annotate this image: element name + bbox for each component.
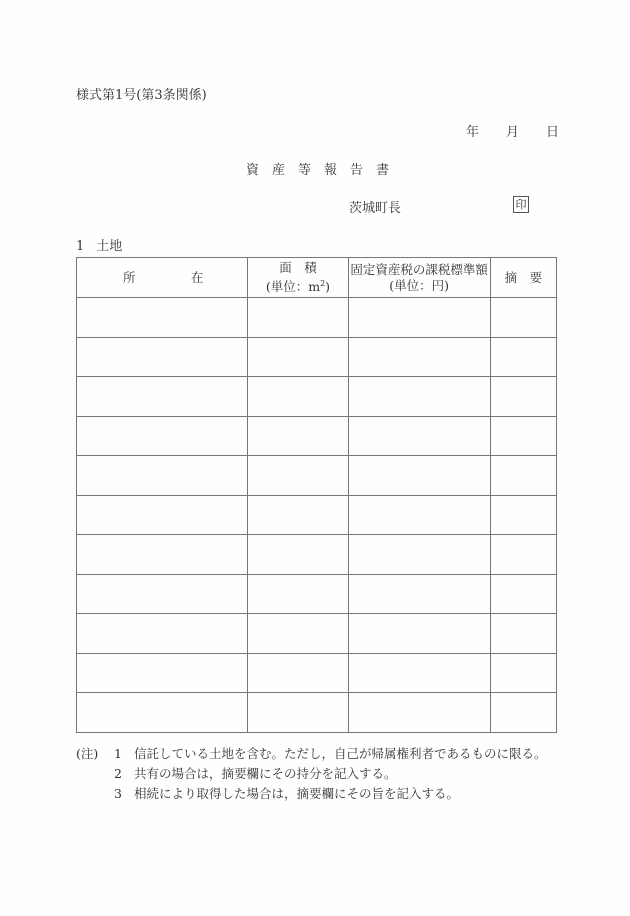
cell-location[interactable] xyxy=(77,416,248,456)
table-row xyxy=(77,574,557,614)
date-day: 日 xyxy=(546,125,560,140)
cell-area[interactable] xyxy=(248,614,348,654)
table-row xyxy=(77,693,557,733)
cell-location[interactable] xyxy=(77,377,248,417)
cell-tax-base[interactable] xyxy=(348,416,490,456)
cell-tax-base[interactable] xyxy=(348,574,490,614)
note-item: 2 共有の場合は，摘要欄にその持分を記入する。 xyxy=(114,766,397,781)
cell-location[interactable] xyxy=(77,337,248,377)
table-row xyxy=(77,337,557,377)
addressee: 茨城町長 xyxy=(349,201,402,216)
cell-remarks[interactable] xyxy=(490,574,556,614)
cell-area[interactable] xyxy=(248,456,348,496)
date-year: 年 xyxy=(466,125,480,140)
header-tax-base: 固定資産税の課税標準額 (単位：円) xyxy=(348,258,490,298)
section-number: 1 xyxy=(76,239,85,254)
cell-remarks[interactable] xyxy=(490,377,556,417)
cell-remarks[interactable] xyxy=(490,298,556,338)
date-line xyxy=(466,121,559,140)
table-row xyxy=(77,456,557,496)
cell-area[interactable] xyxy=(248,653,348,693)
form-number: 様式第1号(第3条関係) xyxy=(76,88,207,103)
cell-location[interactable] xyxy=(77,456,248,496)
cell-remarks[interactable] xyxy=(490,614,556,654)
table-row xyxy=(77,495,557,535)
notes-label: (注) xyxy=(76,746,99,761)
land-table xyxy=(76,257,557,733)
notes xyxy=(76,744,547,804)
section-heading xyxy=(76,235,122,254)
header-remarks: 摘 要 xyxy=(490,258,556,298)
cell-area[interactable] xyxy=(248,337,348,377)
cell-area[interactable] xyxy=(248,416,348,456)
cell-tax-base[interactable] xyxy=(348,298,490,338)
document-title: 資産等報告書 xyxy=(246,163,403,178)
cell-location[interactable] xyxy=(77,535,248,575)
table-row xyxy=(77,614,557,654)
cell-tax-base[interactable] xyxy=(348,337,490,377)
cell-location[interactable] xyxy=(77,614,248,654)
cell-area[interactable] xyxy=(248,693,348,733)
date-month: 月 xyxy=(506,125,520,140)
cell-tax-base[interactable] xyxy=(348,377,490,417)
cell-location[interactable] xyxy=(77,574,248,614)
table-row xyxy=(77,535,557,575)
cell-tax-base[interactable] xyxy=(348,614,490,654)
cell-remarks[interactable] xyxy=(490,653,556,693)
cell-tax-base[interactable] xyxy=(348,535,490,575)
table-header-row xyxy=(77,258,557,298)
cell-area[interactable] xyxy=(248,377,348,417)
cell-tax-base[interactable] xyxy=(348,693,490,733)
cell-location[interactable] xyxy=(77,653,248,693)
note-item: (注) 1 信託している土地を含む。ただし，自己が帰属権利者であるものに限る。 xyxy=(76,744,547,764)
cell-location[interactable] xyxy=(77,298,248,338)
table-row xyxy=(77,377,557,417)
cell-remarks[interactable] xyxy=(490,456,556,496)
cell-tax-base[interactable] xyxy=(348,653,490,693)
table-row xyxy=(77,298,557,338)
cell-remarks[interactable] xyxy=(490,693,556,733)
table-row xyxy=(77,416,557,456)
seal-stamp-box: 印 xyxy=(513,196,529,213)
table-row xyxy=(77,653,557,693)
cell-area[interactable] xyxy=(248,495,348,535)
header-location: 所 在 xyxy=(77,258,248,298)
header-area: 面 積 (単位：$m^2$) xyxy=(248,258,348,298)
cell-remarks[interactable] xyxy=(490,535,556,575)
cell-area[interactable] xyxy=(248,574,348,614)
cell-tax-base[interactable] xyxy=(348,456,490,496)
cell-location[interactable] xyxy=(77,495,248,535)
cell-remarks[interactable] xyxy=(490,337,556,377)
note-item: 3 相続により取得した場合は，摘要欄にその旨を記入する。 xyxy=(114,786,460,801)
cell-remarks[interactable] xyxy=(490,495,556,535)
cell-remarks[interactable] xyxy=(490,416,556,456)
section-label: 土地 xyxy=(96,239,123,254)
cell-location[interactable] xyxy=(77,693,248,733)
cell-area[interactable] xyxy=(248,298,348,338)
cell-area[interactable] xyxy=(248,535,348,575)
cell-tax-base[interactable] xyxy=(348,495,490,535)
